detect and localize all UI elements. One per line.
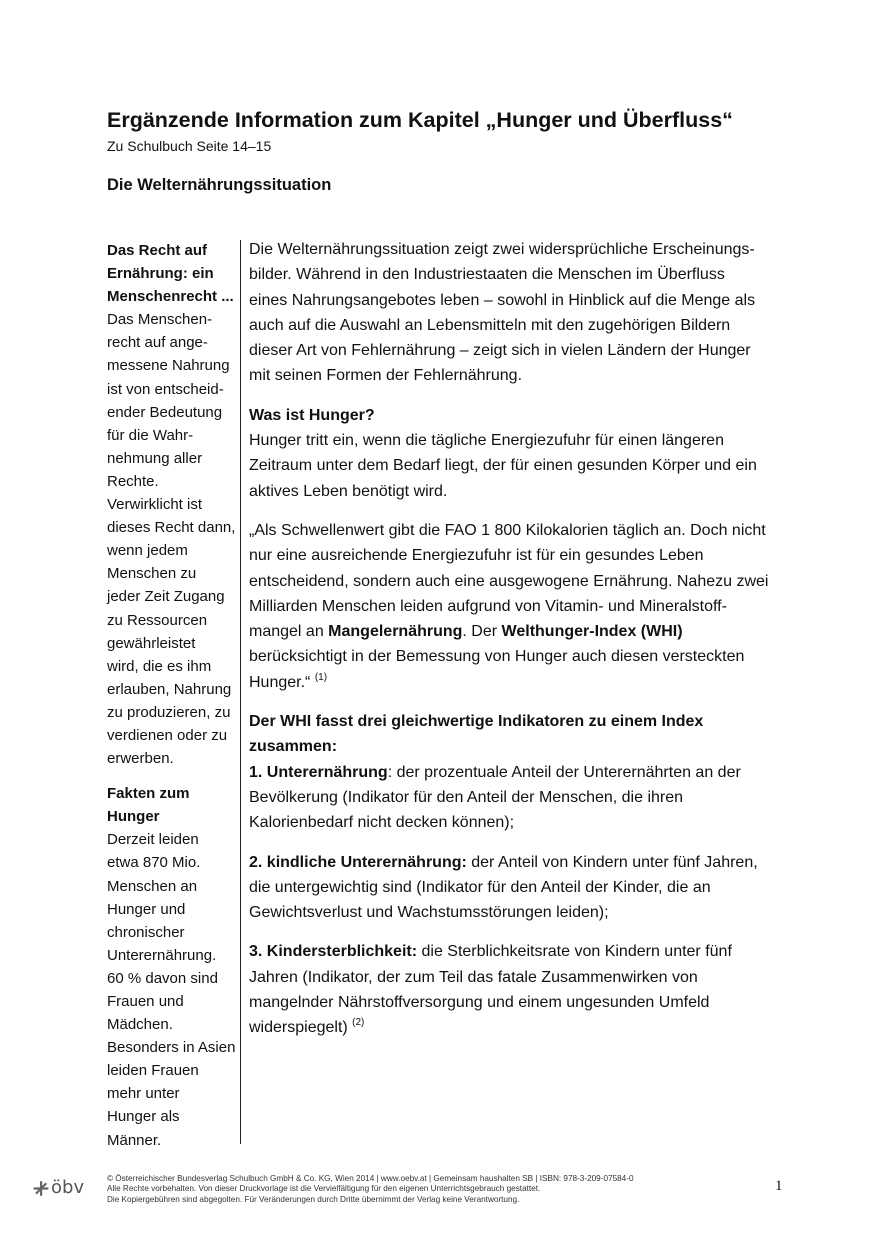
section-heading: Die Welternährungssituation: [107, 176, 332, 194]
text-line: aktives Leben benötigt wird.: [249, 482, 448, 500]
text-line: Bevölkerung (Indikator für den Anteil der Menschen, die ihren: [249, 788, 684, 806]
publisher-logo-text: öbv: [51, 1177, 85, 1198]
footnote-ref: (2): [352, 1017, 365, 1029]
text-run: die Sterblichkeitsrate von Kindern unter fünf: [417, 943, 732, 961]
sidebar-line: Das Menschen-: [107, 311, 213, 329]
text-run: : der prozentuale Anteil der Unterernährten an der: [387, 763, 741, 781]
sidebar-line: etwa 870 Mio.: [107, 854, 201, 872]
text-line: berücksichtigt in der Bemessung von Hunger auch diesen versteckten: [249, 648, 745, 666]
indicator-label: 2. kindliche Unterernährung:: [249, 853, 467, 871]
text-line: dieser Art von Fehlernährung – zeigt sich in vielen Ländern der Hunger: [249, 342, 751, 360]
sidebar-line: messene Nahrung: [107, 357, 230, 375]
text-line: bilder. Während in den Industriestaaten die Menschen im Überfluss: [249, 266, 725, 284]
text-line: [249, 939, 789, 964]
sidebar-line: ist von entscheid-: [107, 380, 224, 398]
sidebar-line: Hunger und: [107, 900, 186, 918]
text-line: Jahren (Indikator, der zum Teil das fatale Zusammenwirken von: [249, 968, 698, 986]
text-line: Die Welternährungssituation zeigt zwei widersprüchliche Erscheinungs-: [249, 241, 755, 258]
sidebar-line: ender Bedeutung: [107, 403, 223, 421]
sidebar-line: chronischer: [107, 923, 185, 941]
sidebar-line: nehmung aller: [107, 449, 203, 467]
main-text: [249, 237, 789, 1055]
sidebar-line: Derzeit leiden: [107, 831, 199, 849]
sidebar-line: Besonders in Asien: [107, 1039, 236, 1057]
text-line: Gewichtsverlust und Wachstumsstörungen leiden);: [249, 904, 609, 922]
text-line: Milliarden Menschen leiden aufgrund von Vitamin- und Mineralstoff-: [249, 597, 727, 615]
hunger-heading: Was ist Hunger?: [249, 406, 375, 424]
sidebar-heading: [107, 782, 235, 828]
text-line: Kalorienbedarf nicht decken können);: [249, 814, 515, 832]
sidebar-line: Männer.: [107, 1131, 162, 1149]
text-line: [249, 760, 789, 785]
text-run: Hunger.“: [249, 673, 315, 691]
text-run: der Anteil von Kindern unter fünf Jahren,: [466, 853, 758, 871]
term-whi: Welthunger-Index (WHI): [501, 623, 683, 641]
sidebar-line: erwerben.: [107, 750, 174, 768]
publisher-logo-icon: [32, 1178, 50, 1200]
page-title: Ergänzende Information zum Kapitel „Hunger und Überfluss“: [107, 108, 733, 132]
sidebar-line: erlauben, Nahrung: [107, 680, 232, 698]
text-line: „Als Schwellenwert gibt die FAO 1 800 Kilokalorien täglich an. Doch nicht: [249, 521, 766, 539]
sidebar-line: Mädchen.: [107, 1016, 173, 1034]
column-divider: [240, 240, 241, 1144]
text-run: mangel an: [249, 623, 329, 641]
sidebar-heading-line: Fakten zum: [107, 785, 190, 803]
sidebar-line: jeder Zeit Zugang: [107, 588, 225, 606]
sidebar-line: gewährleistet: [107, 634, 196, 652]
sidebar-line: Unterernährung.: [107, 946, 217, 964]
text-line: [249, 619, 789, 644]
sidebar-line: Rechte.: [107, 472, 159, 490]
text-line: mangelnder Nährstoffversorgung und einem ungesunden Umfeld: [249, 994, 710, 1012]
text-run: widerspiegelt): [249, 1019, 353, 1037]
whi-indicator-1: [249, 709, 789, 835]
text-line: [249, 1015, 789, 1040]
sidebar-text: [107, 308, 235, 770]
sidebar-text: [107, 828, 235, 1151]
footer-line: Die Kopiergebühren sind abgegolten. Für Veränderungen durch Dritte übernimmt der Verlag keine Verantwortung.: [107, 1194, 520, 1204]
intro-paragraph: [249, 237, 789, 389]
sidebar-line: Frauen und: [107, 993, 184, 1010]
sidebar-line: verdienen oder zu: [107, 726, 228, 744]
sidebar-line: 60 % davon sind: [107, 969, 218, 987]
sidebar-line: zu Ressourcen: [107, 611, 208, 629]
footer-line: Alle Rechte vorbehalten. Von dieser Druckvorlage ist die Vervielfältigung für den eigenen Unterrichtsgebrauch gestattet.: [107, 1184, 541, 1194]
footer-line: © Österreichischer Bundesverlag Schulbuch GmbH & Co. KG, Wien 2014 | www.oebv.at | Gemeinsam haushalten SB | ISBN: 978-3-209-07584-0: [107, 1174, 634, 1183]
sidebar-line: für die Wahr-: [107, 426, 194, 444]
text-line: die untergewichtig sind (Indikator für den Anteil der Kinder, die an: [249, 878, 711, 896]
sidebar-block-hunger-facts: [107, 782, 235, 1152]
text-line: auch auf die Auswahl an Lebensmitteln mit den zugehörigen Bildern: [249, 316, 731, 334]
text-line: nur eine ausreichende Energiezufuhr ist für ein gesundes Leben: [249, 547, 704, 565]
text-line: eines Nahrungsangebotes leben – sowohl in Hinblick auf die Menge als: [249, 291, 756, 309]
sidebar: [107, 239, 235, 1164]
sidebar-heading: [107, 239, 235, 308]
page-number: 1: [775, 1178, 783, 1194]
sidebar-line: Hunger als: [107, 1108, 180, 1126]
whi-indicator-2: [249, 850, 789, 926]
text-line: entscheidend, sondern auch eine ausgewogene Ernährung. Nahezu zwei: [249, 572, 769, 590]
indicator-label: 3. Kindersterblichkeit:: [249, 943, 418, 961]
whi-indicator-3: [249, 939, 789, 1040]
sidebar-line: mehr unter: [107, 1085, 180, 1103]
sidebar-line: leiden Frauen: [107, 1062, 199, 1080]
footer-legal: [107, 1174, 634, 1205]
sidebar-line: Menschen zu: [107, 565, 197, 583]
text-run: . Der: [462, 623, 502, 641]
text-line: Zeitraum unter dem Bedarf liegt, der für einen gesunden Körper und ein: [249, 457, 757, 475]
text-line: [249, 670, 789, 695]
sidebar-line: wenn jedem: [107, 542, 188, 560]
whi-heading-line: zusammen:: [249, 738, 338, 756]
hunger-definition-paragraph: [249, 403, 789, 504]
sidebar-heading-line: Das Recht auf: [107, 242, 208, 259]
text-line: mit seinen Formen der Fehlernährung.: [249, 367, 523, 385]
sidebar-heading-line: Menschenrecht ...: [107, 288, 234, 306]
whi-heading-line: Der WHI fasst drei gleichwertige Indikatoren zu einem Index: [249, 713, 704, 731]
footnote-ref: (1): [314, 671, 328, 683]
page-subtitle: Zu Schulbuch Seite 14–15: [107, 138, 272, 154]
term-mangelernaehrung: Mangelernährung: [328, 623, 463, 641]
text-line: [249, 850, 789, 875]
sidebar-heading-line: Ernährung: ein: [107, 265, 214, 283]
sidebar-line: wird, die es ihm: [107, 657, 212, 675]
sidebar-line: recht auf ange-: [107, 334, 208, 352]
indicator-label: 1. Unterernährung: [249, 763, 388, 781]
sidebar-line: zu produzieren, zu: [107, 703, 231, 721]
sidebar-line: dieses Recht dann,: [107, 519, 236, 537]
sidebar-line: Menschen an: [107, 877, 198, 895]
sidebar-line: Verwirklicht ist: [107, 496, 203, 514]
text-line: Hunger tritt ein, wenn die tägliche Energiezufuhr für einen längeren: [249, 432, 724, 450]
sidebar-block-right-to-food: [107, 239, 235, 770]
fao-quote-paragraph: [249, 518, 789, 695]
sidebar-heading-line: Hunger: [107, 808, 160, 826]
